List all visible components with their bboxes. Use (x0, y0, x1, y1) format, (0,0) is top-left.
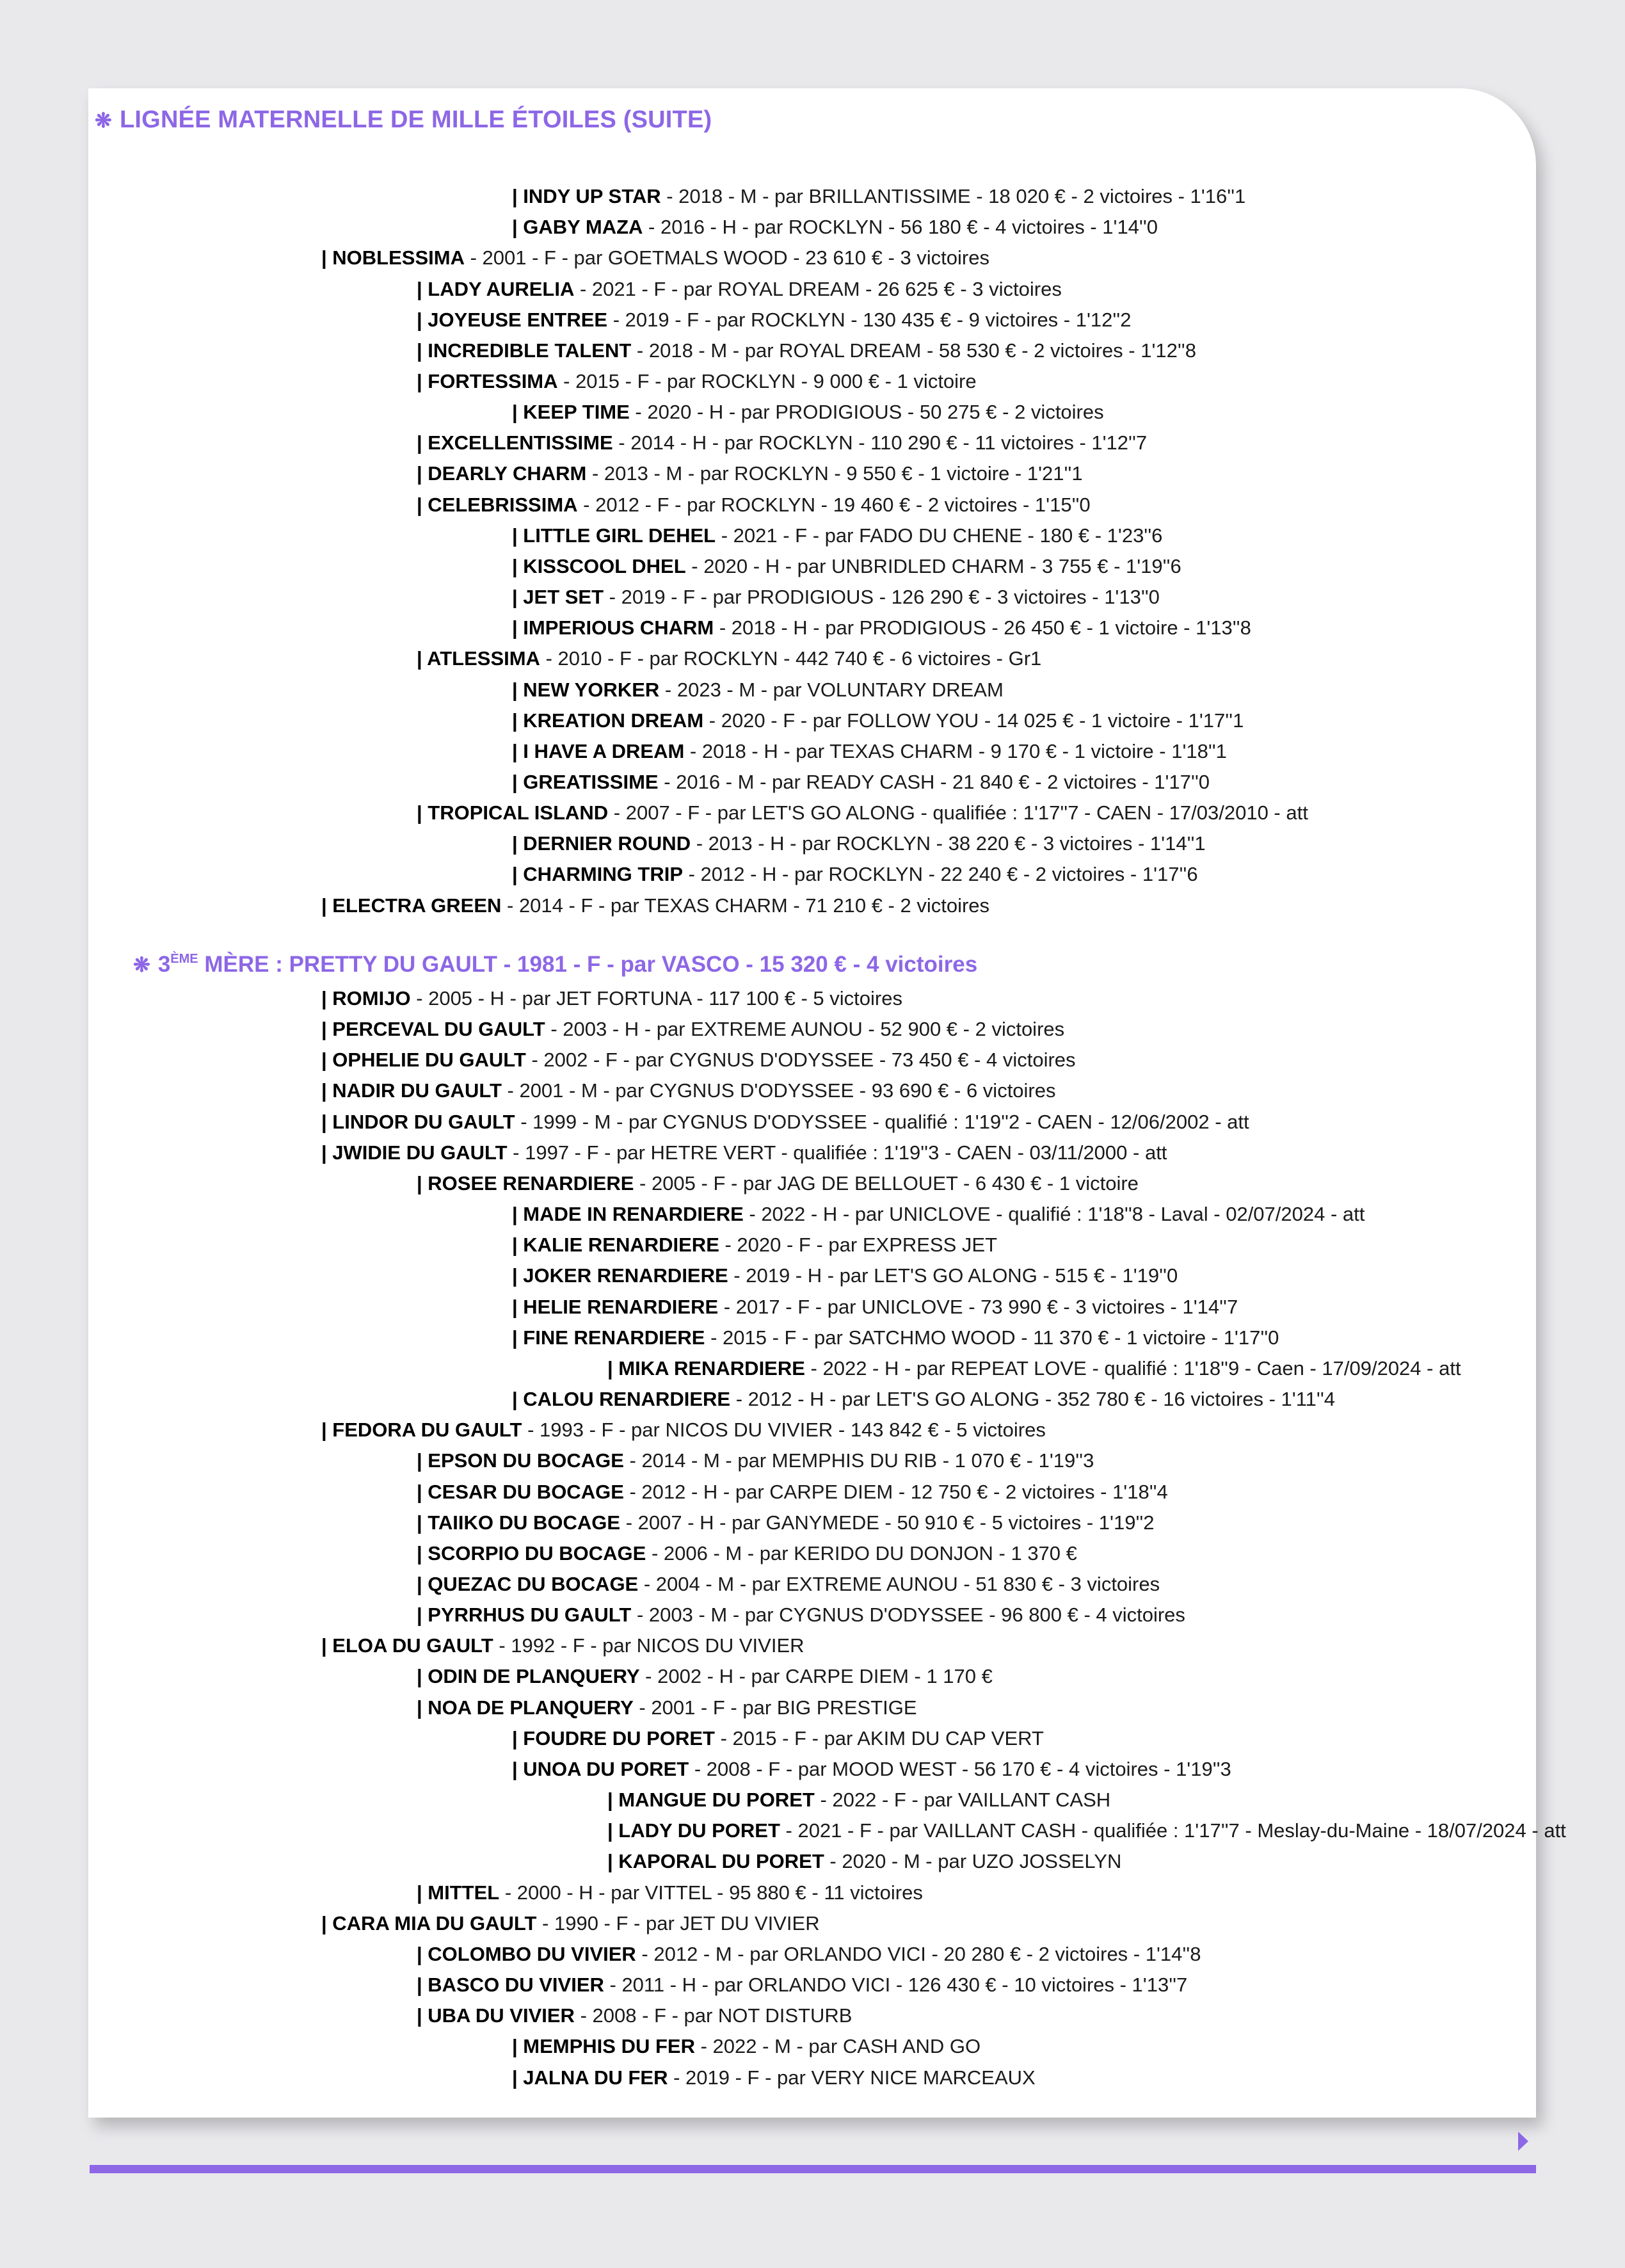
horse-details: - 2001 - F - par BIG PRESTIGE (633, 1696, 917, 1719)
horse-name: | ELOA DU GAULT (321, 1634, 493, 1657)
horse-details: - 2006 - M - par KERIDO DU DONJON - 1 370 € (646, 1542, 1077, 1564)
pedigree-entry (512, 736, 1227, 767)
horse-details: - 2018 - H - par TEXAS CHARM - 9 170 € - 1 victoire - 1'18''1 (684, 740, 1227, 762)
pedigree-entry (417, 1878, 923, 1908)
horse-name: | HELIE RENARDIERE (512, 1296, 719, 1318)
pedigree-entry (607, 1785, 1110, 1815)
pedigree-entry (512, 1230, 997, 1260)
horse-details: - 2001 - F - par GOETMALS WOOD - 23 610 € - 3 victoires (464, 246, 989, 269)
pedigree-entry (512, 1260, 1178, 1291)
flower-icon: ❋ (95, 109, 113, 132)
pedigree-entry (512, 2031, 981, 2062)
horse-details: - 1997 - F - par HETRE VERT - qualifiée : 1'19''3 - CAEN - 03/11/2000 - att (507, 1141, 1167, 1164)
pedigree-entry (607, 1815, 1566, 1846)
pedigree-entry (417, 1970, 1187, 2000)
horse-name: | NADIR DU GAULT (321, 1079, 502, 1102)
horse-details: - 2022 - H - par REPEAT LOVE - qualifié : 1'18''9 - Caen - 17/09/2024 - att (804, 1357, 1461, 1379)
third-mother-heading: ❋ 3ÈME MÈRE : PRETTY DU GAULT - 1981 - F - par VASCO - 15 320 € - 4 victoires (133, 952, 978, 977)
pedigree-entry (417, 1693, 917, 1723)
horse-name: | OPHELIE DU GAULT (321, 1049, 526, 1071)
pedigree-entry (417, 1600, 1185, 1630)
horse-details: - 2021 - F - par VAILLANT CASH - qualifiée : 1'17''7 - Meslay-du-Maine - 18/07/2024 - att (780, 1819, 1566, 1842)
pedigree-entry (417, 2000, 852, 2031)
horse-name: | LINDOR DU GAULT (321, 1111, 515, 1133)
horse-name: | ROSEE RENARDIERE (417, 1172, 634, 1194)
pedigree-entry (512, 767, 1210, 798)
horse-details: - 2012 - H - par CARPE DIEM - 12 750 € - 2 victoires - 1'18''4 (623, 1481, 1168, 1503)
pedigree-entry (417, 274, 1062, 305)
horse-details: - 2019 - H - par LET'S GO ALONG - 515 € - 1'19''0 (728, 1264, 1178, 1287)
pedigree-entry (321, 1630, 804, 1661)
horse-name: | PERCEVAL DU GAULT (321, 1018, 545, 1040)
horse-name: | JALNA DU FER (512, 2066, 668, 2089)
pedigree-entry (417, 1477, 1168, 1508)
pedigree-entry (417, 335, 1196, 366)
pedigree-entry (512, 551, 1181, 582)
horse-details: - 2019 - F - par PRODIGIOUS - 126 290 € - 3 victoires - 1'13''0 (604, 586, 1160, 608)
horse-details: - 2019 - F - par ROCKLYN - 130 435 € - 9 victoires - 1'12''2 (607, 309, 1132, 331)
pedigree-entry (417, 366, 977, 397)
pedigree-entry (321, 1415, 1046, 1445)
horse-details: - 2014 - H - par ROCKLYN - 110 290 € - 11 victoires - 1'12''7 (612, 431, 1148, 454)
horse-details: - 2016 - M - par READY CASH - 21 840 € - 2 victoires - 1'17''0 (658, 771, 1210, 793)
horse-name: | ATLESSIMA (417, 647, 540, 670)
horse-name: | GREATISSIME (512, 771, 659, 793)
horse-details: - 2022 - H - par UNICLOVE - qualifié : 1'18''8 - Laval - 02/07/2024 - att (743, 1203, 1365, 1225)
pedigree-entry (321, 983, 902, 1014)
horse-name: | ROMIJO (321, 987, 411, 1009)
horse-name: | ELECTRA GREEN (321, 894, 502, 917)
horse-details: - 2011 - H - par ORLANDO VICI - 126 430 € - 10 victoires - 1'13''7 (604, 1974, 1188, 1996)
horse-name: | JOYEUSE ENTREE (417, 309, 608, 331)
horse-details: - 2000 - H - par VITTEL - 95 880 € - 11 victoires (499, 1881, 923, 1904)
horse-name: | KREATION DREAM (512, 709, 704, 732)
pedigree-entry (417, 1445, 1094, 1476)
horse-name: | COLOMBO DU VIVIER (417, 1943, 636, 1965)
horse-name: | PYRRHUS DU GAULT (417, 1604, 632, 1626)
pedigree-entry (512, 181, 1245, 212)
pedigree-entry (512, 397, 1104, 428)
pedigree-entry (417, 305, 1131, 335)
pedigree-entry (321, 1908, 820, 1939)
horse-name: | SCORPIO DU BOCAGE (417, 1542, 646, 1564)
pedigree-entry (512, 859, 1198, 890)
pedigree-entry (321, 1075, 1056, 1106)
horse-details: - 2013 - M - par ROCKLYN - 9 550 € - 1 victoire - 1'21''1 (586, 462, 1083, 485)
horse-details: - 2016 - H - par ROCKLYN - 56 180 € - 4 victoires - 1'14''0 (643, 216, 1158, 238)
pedigree-entry (417, 1661, 993, 1692)
pedigree-entry (512, 1754, 1231, 1785)
horse-details: - 2020 - H - par PRODIGIOUS - 50 275 € - 2 victoires (629, 401, 1104, 423)
horse-name: | KALIE RENARDIERE (512, 1234, 719, 1256)
horse-name: | FEDORA DU GAULT (321, 1419, 522, 1441)
horse-name: | CELEBRISSIMA (417, 494, 578, 516)
horse-name: | INDY UP STAR (512, 185, 661, 207)
flower-icon: ❋ (133, 953, 150, 976)
horse-name: | MITTEL (417, 1881, 500, 1904)
horse-name: | MADE IN RENARDIERE (512, 1203, 744, 1225)
horse-name: | EXCELLENTISSIME (417, 431, 613, 454)
pedigree-entry (417, 458, 1083, 489)
horse-details: - 2014 - M - par MEMPHIS DU RIB - 1 070 € - 1'19''3 (623, 1449, 1094, 1472)
horse-name: | KAPORAL DU PORET (607, 1850, 824, 1872)
horse-name: | DEARLY CHARM (417, 462, 587, 485)
pedigree-entry (417, 798, 1308, 828)
pedigree-entry (417, 1508, 1155, 1538)
footer-bar (90, 2165, 1536, 2173)
pedigree-entry (512, 1292, 1238, 1323)
pedigree-entry (417, 1569, 1160, 1600)
horse-name: | UBA DU VIVIER (417, 2004, 575, 2027)
horse-details: - 2015 - F - par AKIM DU CAP VERT (714, 1727, 1044, 1749)
horse-details: - 2020 - F - par FOLLOW YOU - 14 025 € - 1 victoire - 1'17''1 (703, 709, 1244, 732)
pedigree-entry (512, 520, 1162, 551)
horse-name: | EPSON DU BOCAGE (417, 1449, 624, 1472)
horse-name: | ODIN DE PLANQUERY (417, 1665, 640, 1687)
horse-details: - 1999 - M - par CYGNUS D'ODYSSEE - qualifié : 1'19''2 - CAEN - 12/06/2002 - att (515, 1111, 1249, 1133)
horse-name: | KISSCOOL DHEL (512, 555, 686, 577)
horse-details: - 2018 - M - par BRILLANTISSIME - 18 020 € - 2 victoires - 1'16''1 (660, 185, 1246, 207)
pedigree-entry (512, 675, 1004, 705)
horse-details: - 2018 - M - par ROYAL DREAM - 58 530 € - 2 victoires - 1'12''8 (631, 339, 1196, 362)
horse-details: - 2005 - F - par JAG DE BELLOUET - 6 430 € - 1 victoire (634, 1172, 1139, 1194)
horse-name: | JOKER RENARDIERE (512, 1264, 728, 1287)
horse-details: - 2003 - M - par CYGNUS D'ODYSSEE - 96 800 € - 4 victoires (631, 1604, 1185, 1626)
horse-name: | MEMPHIS DU FER (512, 2035, 695, 2057)
horse-details: - 2003 - H - par EXTREME AUNOU - 52 900 € - 2 victoires (545, 1018, 1065, 1040)
pedigree-entry (607, 1353, 1461, 1384)
pedigree-entry (512, 1384, 1335, 1415)
pedigree-entry (417, 1538, 1077, 1569)
horse-details: - 2007 - H - par GANYMEDE - 50 910 € - 5 victoires - 1'19''2 (620, 1511, 1155, 1534)
horse-details: - 2022 - F - par VAILLANT CASH (814, 1789, 1111, 1811)
horse-details: - 2021 - F - par ROYAL DREAM - 26 625 € - 3 victoires (574, 278, 1062, 300)
pedigree-entry (512, 1323, 1279, 1353)
pedigree-entry (512, 613, 1251, 643)
horse-name: | QUEZAC DU BOCAGE (417, 1573, 639, 1595)
horse-name: | BASCO DU VIVIER (417, 1974, 604, 1996)
horse-details: - 2005 - H - par JET FORTUNA - 117 100 € - 5 victoires (410, 987, 902, 1009)
pedigree-entry (512, 1723, 1044, 1754)
horse-details: - 2004 - M - par EXTREME AUNOU - 51 830 € - 3 victoires (638, 1573, 1160, 1595)
horse-details: - 2018 - H - par PRODIGIOUS - 26 450 € - 1 victoire - 1'13''8 (714, 616, 1251, 639)
pedigree-entry (321, 890, 989, 921)
horse-details: - 2019 - F - par VERY NICE MARCEAUX (668, 2066, 1036, 2089)
horse-name: | TROPICAL ISLAND (417, 801, 609, 824)
horse-details: - 2002 - F - par CYGNUS D'ODYSSEE - 73 450 € - 4 victoires (525, 1049, 1076, 1071)
horse-name: | TAIIKO DU BOCAGE (417, 1511, 621, 1534)
horse-name: | DERNIER ROUND (512, 832, 691, 855)
horse-details: - 2021 - F - par FADO DU CHENE - 180 € - 1'23''6 (716, 524, 1163, 547)
horse-name: | FINE RENARDIERE (512, 1326, 705, 1349)
horse-details: - 2013 - H - par ROCKLYN - 38 220 € - 3 victoires - 1'14''1 (691, 832, 1206, 855)
pedigree-entry (417, 1168, 1139, 1199)
pedigree-entry (512, 212, 1158, 243)
horse-name: | INCREDIBLE TALENT (417, 339, 632, 362)
horse-details: - 2014 - F - par TEXAS CHARM - 71 210 € - 2 victoires (501, 894, 990, 917)
pedigree-entry (512, 582, 1160, 613)
horse-name: | CESAR DU BOCAGE (417, 1481, 624, 1503)
horse-details: - 2020 - F - par EXPRESS JET (719, 1234, 998, 1256)
horse-name: | JWIDIE DU GAULT (321, 1141, 508, 1164)
pedigree-entry (512, 2063, 1036, 2093)
horse-details: - 2023 - M - par VOLUNTARY DREAM (659, 679, 1004, 701)
horse-details: - 1992 - F - par NICOS DU VIVIER (493, 1634, 804, 1657)
horse-name: | FOUDRE DU PORET (512, 1727, 715, 1749)
horse-details: - 2012 - M - par ORLANDO VICI - 20 280 € - 2 victoires - 1'14''8 (636, 1943, 1201, 1965)
horse-name: | KEEP TIME (512, 401, 630, 423)
pedigree-entry (321, 1014, 1064, 1045)
horse-details: - 2020 - M - par UZO JOSSELYN (824, 1850, 1122, 1872)
horse-details: - 2015 - F - par SATCHMO WOOD - 11 370 € - 1 victoire - 1'17''0 (705, 1326, 1279, 1349)
horse-name: | NEW YORKER (512, 679, 660, 701)
horse-name: | UNOA DU PORET (512, 1758, 689, 1780)
horse-details: - 2001 - M - par CYGNUS D'ODYSSEE - 93 690 € - 6 victoires (501, 1079, 1056, 1102)
horse-details: - 2012 - H - par ROCKLYN - 22 240 € - 2 victoires - 1'17''6 (683, 863, 1198, 885)
horse-name: | MIKA RENARDIERE (607, 1357, 805, 1379)
horse-name: | I HAVE A DREAM (512, 740, 685, 762)
horse-name: | JET SET (512, 586, 604, 608)
pedigree-entry (512, 1199, 1365, 1230)
horse-name: | LADY DU PORET (607, 1819, 780, 1842)
horse-details: - 2012 - H - par LET'S GO ALONG - 352 780 € - 16 victoires - 1'11''4 (730, 1388, 1335, 1410)
section-title (95, 106, 712, 134)
horse-details: - 1990 - F - par JET DU VIVIER (536, 1912, 820, 1934)
horse-details: - 2015 - F - par ROCKLYN - 9 000 € - 1 victoire (557, 370, 977, 392)
pedigree-entry (321, 1138, 1167, 1168)
horse-name: | NOA DE PLANQUERY (417, 1696, 634, 1719)
pedigree-entry (321, 243, 989, 273)
horse-details: - 2008 - F - par MOOD WEST - 56 170 € - 4 victoires - 1'19''3 (689, 1758, 1231, 1780)
horse-name: | NOBLESSIMA (321, 246, 465, 269)
horse-details: - 2012 - F - par ROCKLYN - 19 460 € - 2 victoires - 1'15''0 (577, 494, 1091, 516)
pedigree-entry (512, 828, 1206, 859)
horse-name: | CALOU RENARDIERE (512, 1388, 731, 1410)
horse-name: | CHARMING TRIP (512, 863, 683, 885)
pedigree-entry (321, 1107, 1249, 1138)
pedigree-entry (417, 490, 1091, 520)
horse-name: | CARA MIA DU GAULT (321, 1912, 537, 1934)
horse-details: - 2010 - F - par ROCKLYN - 442 740 € - 6 victoires - Gr1 (540, 647, 1042, 670)
horse-details: - 1993 - F - par NICOS DU VIVIER - 143 842 € - 5 victoires (522, 1419, 1046, 1441)
horse-details: - 2007 - F - par LET'S GO ALONG - qualifiée : 1'17''7 - CAEN - 17/03/2010 - att (608, 801, 1308, 824)
horse-details: - 2022 - M - par CASH AND GO (694, 2035, 981, 2057)
horse-name: | IMPERIOUS CHARM (512, 616, 714, 639)
section-title-text: LIGNÉE MATERNELLE DE MILLE ÉTOILES (SUITE) (120, 106, 712, 133)
horse-name: | MANGUE DU PORET (607, 1789, 815, 1811)
horse-details: - 2008 - F - par NOT DISTURB (574, 2004, 853, 2027)
horse-name: | GABY MAZA (512, 216, 643, 238)
horse-name: | FORTESSIMA (417, 370, 558, 392)
horse-name: | LADY AURELIA (417, 278, 575, 300)
pedigree-entry (417, 1939, 1201, 1970)
pedigree-entry (512, 705, 1244, 736)
horse-details: - 2020 - H - par UNBRIDLED CHARM - 3 755 € - 1'19''6 (685, 555, 1181, 577)
pedigree-entry (417, 643, 1041, 674)
pedigree-entry (417, 428, 1147, 458)
pedigree-entry (321, 1045, 1076, 1075)
horse-name: | LITTLE GIRL DEHEL (512, 524, 716, 547)
horse-details: - 2002 - H - par CARPE DIEM - 1 170 € (639, 1665, 993, 1687)
triangle-right-icon[interactable] (1518, 2132, 1528, 2151)
horse-details: - 2017 - F - par UNICLOVE - 73 990 € - 3 victoires - 1'14''7 (718, 1296, 1238, 1318)
pedigree-entry (607, 1846, 1121, 1877)
